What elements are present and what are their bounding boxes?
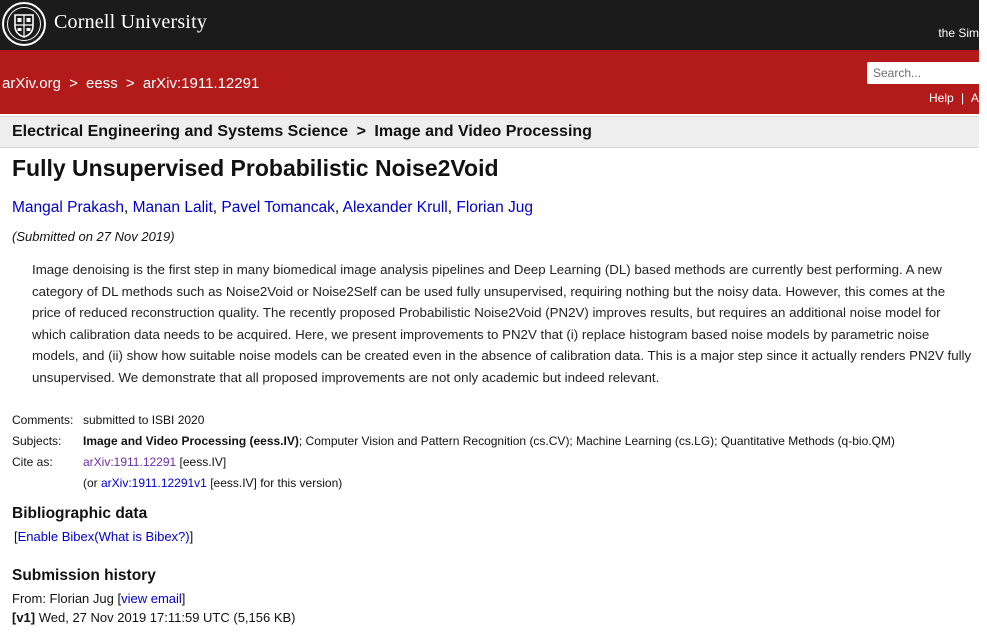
submitter-line — [12, 591, 185, 606]
submission-history-heading: Submission history — [12, 567, 156, 584]
bibex-controls — [14, 529, 193, 544]
archive-name: Electrical Engineering and Systems Science — [12, 123, 349, 140]
sponsor-acknowledgement: the Sim — [938, 26, 979, 40]
from-suffix: ] — [181, 591, 186, 606]
author-list: Mangal Prakash, Manan Lalit, Pavel Tomancak, Alexander Krull, Florian Jug — [12, 199, 534, 216]
author-link[interactable]: Manan Lalit — [132, 199, 213, 216]
version-suffix: [eess.IV] for this version) — [206, 475, 343, 490]
bracket-open: [ — [14, 529, 18, 544]
comments-label: Comments: — [12, 412, 74, 427]
help-link[interactable]: Help — [929, 91, 954, 105]
abstract: Image denoising is the first step in many biomedical image analysis pipelines and Deep Learning (DL) based methods are currently best performing. A new category of DL methods such as Noise2Void or Noise2Self can be used fully unsupervised, requiring nothing but the noisy data. However, this comes at the price of reduced reconstruction quality. The recently proposed Probabilistic Noise2Void (PN2V) improves results, but requires an additional noise model for which calibration data needs to be acquired. Here, we present improvements to PN2V that (i) replace histogram based noise models by parametric noise models, and (ii) show how suitable noise models can be created even in the absence of calibration data. This is a major step since it actually renders PN2V fully unsupervised. We demonstrate that all proposed improvements are not only academic but indeed relevant. — [32, 262, 972, 385]
version-prefix: (or — [83, 475, 101, 490]
bibliographic-heading: Bibliographic data — [12, 505, 148, 522]
author-link[interactable]: Pavel Tomancak — [221, 199, 335, 216]
breadcrumb-separator: > — [125, 75, 135, 92]
cite-category: [eess.IV] — [176, 454, 227, 469]
cite-arxiv-link[interactable]: arXiv:1911.12291 — [83, 454, 177, 469]
breadcrumb-eess[interactable]: eess — [86, 75, 118, 92]
comments-value: submitted to ISBI 2020 — [83, 412, 205, 427]
metadata-table — [12, 409, 895, 493]
author-link[interactable]: Florian Jug — [456, 199, 534, 216]
breadcrumb-arxiv-home[interactable]: arXiv.org — [2, 75, 61, 92]
breadcrumb-separator: > — [69, 75, 78, 92]
enable-bibex-link[interactable]: Enable Bibex — [17, 529, 95, 544]
version-history-entry — [12, 610, 296, 625]
from-prefix: From: Florian Jug [ — [12, 591, 122, 606]
subject-bar — [0, 116, 979, 148]
secondary-subjects: ; Computer Vision and Pattern Recognition (cs.CV); Machine Learning (cs.LG); Quantitative Methods (q-bio.QM) — [298, 433, 895, 448]
subjects-label: Subjects: — [12, 433, 62, 448]
advanced-search-link[interactable]: Ad — [970, 91, 986, 105]
cite-label: Cite as: — [12, 454, 53, 469]
subjects-value — [83, 430, 895, 451]
cite-row — [12, 451, 895, 472]
primary-subject: Image and Video Processing (eess.IV) — [83, 433, 299, 448]
header-links — [929, 91, 986, 105]
search-input[interactable] — [867, 62, 987, 84]
arxiv-header — [0, 50, 986, 114]
cornell-banner — [0, 0, 979, 50]
version-label: [v1] — [12, 610, 36, 625]
comments-row — [12, 409, 895, 430]
breadcrumb — [2, 75, 259, 92]
version-cite-row — [12, 472, 895, 493]
cite-value — [83, 451, 895, 472]
bracket-close: ] — [189, 529, 194, 544]
version-cite-value — [83, 472, 895, 493]
paper-title: Fully Unsupervised Probabilistic Noise2Void — [12, 155, 499, 181]
cornell-university-link[interactable]: Cornell University — [54, 11, 208, 33]
breadcrumb-paper-id: arXiv:1911.12291 — [142, 75, 260, 92]
version-arxiv-link[interactable]: arXiv:1911.12291v1 — [101, 475, 207, 490]
cornell-seal-icon[interactable] — [2, 2, 46, 46]
subjects-row — [12, 430, 895, 451]
submission-date: (Submitted on 27 Nov 2019) — [12, 229, 175, 244]
version-detail: Wed, 27 Nov 2019 17:11:59 UTC (5,156 KB) — [35, 610, 296, 625]
subject-name: Image and Video Processing — [374, 123, 592, 140]
author-link[interactable]: Alexander Krull — [342, 199, 448, 216]
subject-separator: > — [356, 123, 366, 140]
view-email-link[interactable]: view email — [121, 591, 182, 606]
empty-label — [12, 472, 83, 493]
header-link-separator: | — [961, 91, 965, 105]
author-link[interactable]: Mangal Prakash — [12, 199, 125, 216]
subject-heading — [12, 123, 592, 141]
what-is-bibex-link[interactable]: (What is Bibex?) — [94, 529, 190, 544]
